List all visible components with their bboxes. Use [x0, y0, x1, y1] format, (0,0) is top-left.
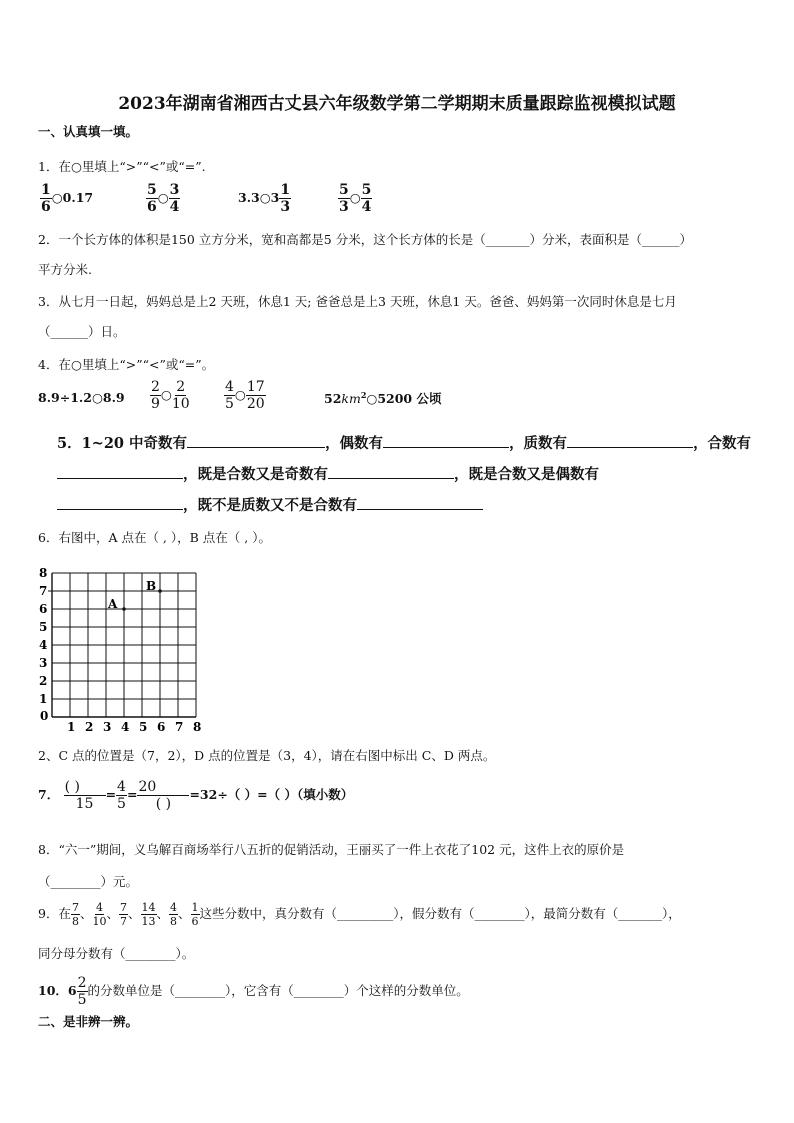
q4-item-3: $\frac{4}{5}$ ○ $\frac{17}{20}$	[225, 379, 265, 412]
q2-line-1: 2．一个长方体的体积是150 立方分米，宽和高都是5 分米，这个长方体的长是（_______）分米，表面积是（______）	[38, 232, 692, 247]
q9-line-1: 9．在 $\frac{7}{8}$ 、 $\frac{4}{10}$ 、 $\frac{7}{7}$ 、 $\frac{14}{13}$ 、 $\frac{4}{8}$ 、 $\frac{1}{6}$ 这些分数中，真分数有（_________），假分数有（________），最简分数有（_______），	[38, 901, 681, 928]
y-tick-label: 1	[39, 692, 48, 706]
x-tick-label: 8	[193, 720, 202, 734]
q4-text: 4．在○里填上“>”“<”或“=”。	[38, 357, 215, 372]
q1-text: 1．在○里填上“>”“<”或“=”.	[38, 159, 206, 174]
q6-text: 6．右图中，A 点在（ , ），B 点在（ , ）。	[38, 530, 271, 545]
point-b-label: B	[146, 579, 157, 593]
q9-line-2: 同分母分数有（________）。	[38, 946, 195, 961]
x-tick-label: 5	[139, 720, 148, 734]
q5-line-2: ，既是合数又是奇数有 ，既是合数又是偶数有	[57, 463, 599, 484]
x-tick-label: 7	[175, 720, 184, 734]
x-tick-label: 3	[103, 720, 112, 734]
y-tick-label: 4	[39, 638, 48, 652]
q1-item-4: $\frac{5}{3}$ ○ $\frac{5}{4}$	[339, 182, 372, 215]
grid-svg	[34, 560, 214, 735]
q4-item-1: 8.9÷1.2○8.9	[38, 390, 125, 405]
x-tick-label: 6	[157, 720, 166, 734]
x-tick-label: 2	[85, 720, 94, 734]
y-tick-label: 2	[39, 674, 48, 688]
q2-line-2: 平方分米.	[38, 262, 92, 277]
point-a-label: A	[108, 597, 118, 611]
q4-item-4: $52km^2○5200$ 公顷	[324, 389, 442, 406]
point-b-dot	[158, 589, 162, 593]
coordinate-grid	[34, 560, 214, 735]
y-tick-label: 5	[39, 620, 48, 634]
y-tick-label: 3	[39, 656, 48, 670]
q1-item-2: $\frac{5}{6}$ ○ $\frac{3}{4}$	[147, 182, 180, 215]
q8-line-2: （________）元。	[38, 874, 139, 889]
q7-expression: 7． $\frac{( )}{15}$ = $\frac{4}{5}$ = $\frac{20}{( )}$ =32÷（ ）=（ ）（填小数）	[38, 779, 354, 812]
x-tick-label: 4	[121, 720, 130, 734]
page-title: 2023年湖南省湘西古丈县六年级数学第二学期期末质量跟踪监视模拟试题	[118, 94, 676, 114]
x-tick-label: 0	[40, 709, 49, 723]
q3-line-2: （______）日。	[38, 324, 126, 339]
q5-line-3: ，既不是质数又不是合数有	[57, 494, 483, 515]
section-heading-1: 一、认真填一填。	[38, 124, 139, 139]
q5-line-1: 5．1~20 中奇数有 ，偶数有 ，质数有 ，合数有	[57, 435, 752, 452]
x-tick-label: 1	[67, 720, 76, 734]
y-tick-label: 8	[39, 566, 48, 580]
q1-item-3: 3.3○3 $\frac{1}{3}$	[238, 182, 291, 215]
q8-line-1: 8．“六一”期间，义乌解百商场举行八五折的促销活动，王丽买了一件上衣花了102 元，这件上衣的原价是	[38, 842, 625, 857]
q4-item-2: $\frac{2}{9}$ ○ $\frac{2}{10}$	[151, 379, 190, 412]
q1-item-1: $\frac{1}{6}$ ○0.17	[41, 182, 94, 215]
q6-follow-text: 2、C 点的位置是（7，2），D 点的位置是（3，4），请在右图中标出 C、D 两点。	[38, 748, 496, 763]
q3-line-1: 3．从七月一日起，妈妈总是上2 天班，休息1 天; 爸爸总是上3 天班，休息1 天。爸爸、妈妈第一次同时休息是七月	[38, 294, 677, 309]
section-heading-2: 二、是非辨一辨。	[38, 1014, 139, 1029]
point-a-dot	[122, 607, 126, 611]
y-tick-label: 6	[39, 602, 48, 616]
q10-text: 10．6 $\frac{2}{5}$ 的分数单位是（________），它含有（________）个这样的分数单位。	[38, 975, 469, 1008]
y-tick-label: 7	[39, 584, 48, 598]
